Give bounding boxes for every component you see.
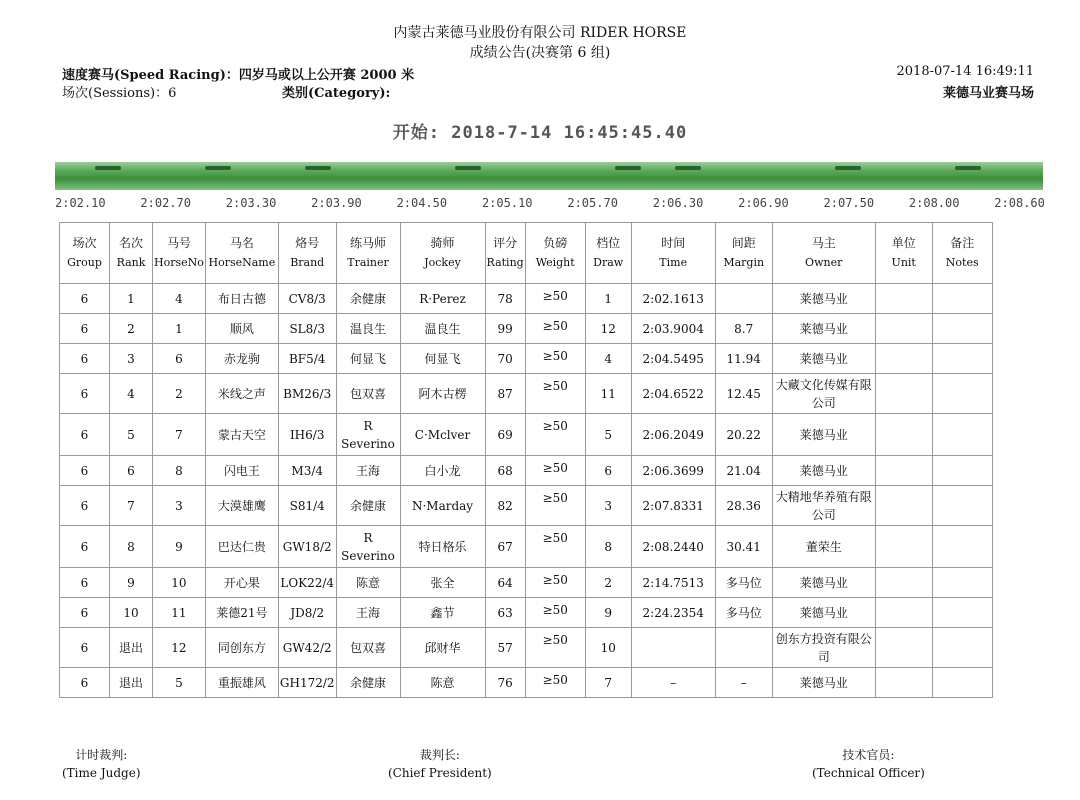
- table-cell: 64: [485, 568, 525, 598]
- table-cell: BF5/4: [278, 344, 336, 374]
- split-time: 2:05.70: [567, 196, 618, 210]
- column-header-cn: 名次: [118, 236, 143, 250]
- table-cell: 特日格乐: [400, 526, 485, 568]
- table-cell: 8: [153, 456, 206, 486]
- column-header-en: Notes: [945, 256, 979, 269]
- table-cell: 82: [485, 486, 525, 526]
- table-cell: 何显飞: [336, 344, 400, 374]
- table-row: [60, 344, 993, 374]
- table-cell: M3/4: [278, 456, 336, 486]
- table-cell: 20.22: [715, 414, 772, 456]
- column-header: [932, 223, 992, 284]
- table-cell: [932, 668, 992, 698]
- column-header-en: HorseName: [208, 256, 276, 269]
- table-cell: [875, 668, 932, 698]
- column-header-en: Rank: [116, 256, 146, 269]
- table-cell: 76: [485, 668, 525, 698]
- table-cell: 8.7: [715, 314, 772, 344]
- table-cell: 4: [585, 344, 631, 374]
- table-cell: 7: [110, 486, 153, 526]
- table-cell: [932, 456, 992, 486]
- table-cell: ≥50: [525, 568, 585, 598]
- table-cell: [875, 598, 932, 628]
- column-header-en: Group: [67, 256, 102, 269]
- table-cell: CV8/3: [278, 284, 336, 314]
- table-cell: 6: [60, 456, 110, 486]
- table-cell: [932, 568, 992, 598]
- split-time: 2:08.60: [994, 196, 1045, 210]
- table-cell: 王海: [336, 598, 400, 628]
- race-value: 四岁马或以上公开赛 2000 米: [238, 68, 415, 83]
- table-cell: 2: [585, 568, 631, 598]
- table-cell: 11.94: [715, 344, 772, 374]
- table-cell: 68: [485, 456, 525, 486]
- table-cell: 陈意: [336, 568, 400, 598]
- table-cell: 莱德马业: [772, 284, 875, 314]
- table-row: [60, 668, 993, 698]
- venue: 莱德马业赛马场: [942, 86, 1034, 101]
- table-cell: 莱德马业: [772, 668, 875, 698]
- table-cell: ≥50: [525, 456, 585, 486]
- table-cell: 6: [110, 456, 153, 486]
- table-cell: [875, 628, 932, 668]
- table-cell: GW18/2: [278, 526, 336, 568]
- column-header-en: Jockey: [424, 256, 461, 269]
- column-header: [631, 223, 715, 284]
- table-cell: 10: [585, 628, 631, 668]
- table-cell: 创东方投资有限公司: [772, 628, 875, 668]
- column-header: [400, 223, 485, 284]
- table-cell: 3: [110, 344, 153, 374]
- table-cell: 12: [585, 314, 631, 344]
- table-cell: 12.45: [715, 374, 772, 414]
- table-cell: 6: [153, 344, 206, 374]
- table-cell: 5: [585, 414, 631, 456]
- column-header: [715, 223, 772, 284]
- table-cell: [875, 374, 932, 414]
- table-cell: ≥50: [525, 344, 585, 374]
- time-judge-signature: [62, 746, 141, 782]
- table-cell: 69: [485, 414, 525, 456]
- table-cell: ≥50: [525, 526, 585, 568]
- tech-en: (Technical Officer): [812, 766, 925, 780]
- race-info: [62, 64, 414, 83]
- table-cell: [932, 628, 992, 668]
- column-header-en: HorseNo: [154, 256, 204, 269]
- table-row: [60, 568, 993, 598]
- table-cell: [875, 486, 932, 526]
- table-cell: 4: [110, 374, 153, 414]
- table-cell: 包双喜: [336, 374, 400, 414]
- split-time: 2:02.70: [140, 196, 191, 210]
- table-cell: 6: [60, 414, 110, 456]
- table-cell: ≥50: [525, 598, 585, 628]
- table-cell: [932, 374, 992, 414]
- table-cell: ≥50: [525, 668, 585, 698]
- column-header-cn: 场次: [72, 236, 97, 250]
- table-cell: 董荣生: [772, 526, 875, 568]
- table-cell: 2:06.2049: [631, 414, 715, 456]
- table-cell: ≥50: [525, 374, 585, 414]
- table-cell: 退出: [110, 668, 153, 698]
- table-cell: [715, 628, 772, 668]
- table-cell: 6: [60, 344, 110, 374]
- table-cell: 87: [485, 374, 525, 414]
- technical-officer-signature: [812, 746, 925, 782]
- table-cell: 1: [585, 284, 631, 314]
- table-cell: 6: [60, 568, 110, 598]
- table-cell: [875, 344, 932, 374]
- table-cell: 9: [585, 598, 631, 628]
- table-cell: 28.36: [715, 486, 772, 526]
- table-cell: ≥50: [525, 414, 585, 456]
- table-cell: 多马位: [715, 598, 772, 628]
- table-cell: 多马位: [715, 568, 772, 598]
- table-cell: IH6/3: [278, 414, 336, 456]
- table-cell: [875, 284, 932, 314]
- table-cell: 王海: [336, 456, 400, 486]
- column-header-cn: 马号: [166, 236, 191, 250]
- table-cell: 57: [485, 628, 525, 668]
- table-cell: ≥50: [525, 314, 585, 344]
- table-cell: 6: [60, 486, 110, 526]
- table-cell: JD8/2: [278, 598, 336, 628]
- table-cell: 余健康: [336, 486, 400, 526]
- table-cell: [932, 526, 992, 568]
- table-cell: GW42/2: [278, 628, 336, 668]
- column-header: [153, 223, 206, 284]
- results-table: [59, 222, 993, 698]
- table-row: [60, 414, 993, 456]
- table-cell: 莱德马业: [772, 568, 875, 598]
- table-cell: 大精地华养殖有限公司: [772, 486, 875, 526]
- column-header-cn: 间距: [731, 236, 756, 250]
- table-cell: 63: [485, 598, 525, 628]
- column-header-en: Trainer: [347, 256, 389, 269]
- table-cell: 米线之声: [205, 374, 278, 414]
- column-header-cn: 时间: [661, 236, 686, 250]
- split-time: 2:07.50: [823, 196, 875, 210]
- table-cell: 大漠雄鹰: [205, 486, 278, 526]
- table-cell: 2:04.5495: [631, 344, 715, 374]
- table-cell: 6: [60, 374, 110, 414]
- table-cell: 赤龙驹: [205, 344, 278, 374]
- table-cell: 退出: [110, 628, 153, 668]
- table-cell: 6: [60, 284, 110, 314]
- column-header-en: Weight: [535, 256, 575, 269]
- table-cell: 阿木古楞: [400, 374, 485, 414]
- table-cell: [715, 284, 772, 314]
- column-header-en: Owner: [805, 256, 843, 269]
- column-header: [525, 223, 585, 284]
- table-cell: 张全: [400, 568, 485, 598]
- table-cell: [932, 486, 992, 526]
- table-cell: 顺风: [205, 314, 278, 344]
- column-header: [336, 223, 400, 284]
- table-row: [60, 598, 993, 628]
- chief-cn: 裁判长:: [419, 748, 460, 762]
- report-subtitle: 成绩公告(决赛第 6 组): [469, 45, 611, 61]
- column-header-en: Time: [659, 256, 688, 269]
- table-cell: 12: [153, 628, 206, 668]
- table-cell: 7: [585, 668, 631, 698]
- column-header-cn: 烙号: [295, 236, 320, 250]
- table-cell: 70: [485, 344, 525, 374]
- column-header: [485, 223, 525, 284]
- table-cell: 陈意: [400, 668, 485, 698]
- table-cell: [875, 456, 932, 486]
- table-cell: –: [715, 668, 772, 698]
- table-cell: 6: [60, 526, 110, 568]
- split-time: 2:04.50: [396, 196, 448, 210]
- start-time: 开始: 2018-7-14 16:45:45.40: [392, 123, 688, 143]
- split-time: 2:06.30: [652, 196, 704, 210]
- split-time: 2:08.00: [908, 196, 960, 210]
- table-cell: 莱德马业: [772, 598, 875, 628]
- column-header-en: Margin: [723, 256, 765, 269]
- table-cell: LOK22/4: [278, 568, 336, 598]
- table-cell: 余健康: [336, 284, 400, 314]
- column-header-cn: 档位: [596, 236, 621, 250]
- chief-president-signature: [388, 746, 492, 782]
- column-header-en: Brand: [290, 256, 325, 269]
- column-header-cn: 备注: [950, 236, 975, 250]
- table-cell: 温良生: [400, 314, 485, 344]
- table-cell: 白小龙: [400, 456, 485, 486]
- table-cell: C·Mclver: [400, 414, 485, 456]
- column-header: [875, 223, 932, 284]
- split-time: 2:06.90: [738, 196, 789, 210]
- table-cell: [631, 628, 715, 668]
- table-cell: 余健康: [336, 668, 400, 698]
- table-cell: [932, 414, 992, 456]
- table-cell: 6: [60, 628, 110, 668]
- table-cell: 蒙古天空: [205, 414, 278, 456]
- table-cell: 4: [153, 284, 206, 314]
- table-cell: ≥50: [525, 628, 585, 668]
- column-header-cn: 单位: [891, 236, 916, 250]
- split-time: 2:03.90: [311, 196, 362, 210]
- column-header: [772, 223, 875, 284]
- table-cell: 包双喜: [336, 628, 400, 668]
- table-cell: 重振雄风: [205, 668, 278, 698]
- table-cell: 布日古德: [205, 284, 278, 314]
- table-cell: SL8/3: [278, 314, 336, 344]
- table-cell: 莱德21号: [205, 598, 278, 628]
- table-cell: 99: [485, 314, 525, 344]
- table-row: [60, 456, 993, 486]
- column-header: [60, 223, 110, 284]
- table-cell: 邱财华: [400, 628, 485, 668]
- column-header-en: Rating: [486, 256, 524, 269]
- table-cell: 大藏文化传媒有限公司: [772, 374, 875, 414]
- column-header: [110, 223, 153, 284]
- column-header: [585, 223, 631, 284]
- time-judge-cn: 计时裁判:: [75, 748, 128, 762]
- table-cell: 2:14.7513: [631, 568, 715, 598]
- table-cell: 3: [153, 486, 206, 526]
- table-cell: [932, 598, 992, 628]
- table-cell: [875, 568, 932, 598]
- table-cell: R Severino: [336, 526, 400, 568]
- table-cell: 莱德马业: [772, 414, 875, 456]
- column-header-en: Draw: [593, 256, 624, 269]
- table-row: [60, 628, 993, 668]
- table-header: [60, 223, 993, 284]
- table-row: [60, 486, 993, 526]
- column-header-cn: 马名: [229, 236, 254, 250]
- table-cell: 6: [585, 456, 631, 486]
- table-cell: 莱德马业: [772, 314, 875, 344]
- table-cell: 21.04: [715, 456, 772, 486]
- finish-photo-strip: [55, 162, 1043, 190]
- company-title: 内蒙古莱德马业股份有限公司 RIDER HORSE: [393, 25, 687, 41]
- split-times: [55, 196, 1045, 210]
- table-cell: 鑫节: [400, 598, 485, 628]
- table-cell: 11: [153, 598, 206, 628]
- column-header: [278, 223, 336, 284]
- table-cell: 温良生: [336, 314, 400, 344]
- column-header: [205, 223, 278, 284]
- table-cell: [932, 314, 992, 344]
- table-row: [60, 314, 993, 344]
- table-cell: 巴达仁贵: [205, 526, 278, 568]
- column-header-cn: 练马师: [350, 236, 387, 250]
- column-header-cn: 马主: [811, 236, 836, 250]
- table-cell: 同创东方: [205, 628, 278, 668]
- chief-en: (Chief President): [388, 766, 492, 780]
- table-cell: 莱德马业: [772, 344, 875, 374]
- table-cell: 2:04.6522: [631, 374, 715, 414]
- report-datetime: 2018-07-14 16:49:11: [896, 64, 1034, 79]
- table-cell: 6: [60, 598, 110, 628]
- table-cell: [875, 414, 932, 456]
- time-judge-en: (Time Judge): [62, 766, 141, 780]
- table-cell: 10: [110, 598, 153, 628]
- table-cell: N·Marday: [400, 486, 485, 526]
- table-cell: 2: [153, 374, 206, 414]
- column-header-en: Unit: [891, 256, 916, 269]
- table-cell: 67: [485, 526, 525, 568]
- table-cell: 78: [485, 284, 525, 314]
- table-cell: 2:08.2440: [631, 526, 715, 568]
- table-cell: BM26/3: [278, 374, 336, 414]
- table-cell: 5: [153, 668, 206, 698]
- table-cell: 9: [110, 568, 153, 598]
- table-cell: 6: [60, 314, 110, 344]
- table-cell: 1: [153, 314, 206, 344]
- table-cell: 11: [585, 374, 631, 414]
- table-cell: 2:24.2354: [631, 598, 715, 628]
- split-time: 2:02.10: [55, 196, 106, 210]
- table-cell: S81/4: [278, 486, 336, 526]
- table-cell: 2: [110, 314, 153, 344]
- table-row: [60, 284, 993, 314]
- table-cell: 闪电王: [205, 456, 278, 486]
- table-cell: GH172/2: [278, 668, 336, 698]
- table-cell: 2:07.8331: [631, 486, 715, 526]
- session-label: 场次(Sessions)：6: [62, 86, 177, 101]
- tech-cn: 技术官员:: [842, 748, 895, 762]
- table-cell: 5: [110, 414, 153, 456]
- table-cell: ≥50: [525, 486, 585, 526]
- column-header-cn: 评分: [493, 236, 518, 250]
- table-cell: 30.41: [715, 526, 772, 568]
- table-row: [60, 374, 993, 414]
- table-cell: 何显飞: [400, 344, 485, 374]
- table-cell: 8: [585, 526, 631, 568]
- split-time: 2:05.10: [481, 196, 533, 210]
- table-cell: [875, 526, 932, 568]
- table-cell: 10: [153, 568, 206, 598]
- split-time: 2:03.30: [225, 196, 277, 210]
- table-cell: 开心果: [205, 568, 278, 598]
- table-cell: 2:06.3699: [631, 456, 715, 486]
- table-cell: 莱德马业: [772, 456, 875, 486]
- table-cell: 9: [153, 526, 206, 568]
- table-cell: ≥50: [525, 284, 585, 314]
- table-cell: R Severino: [336, 414, 400, 456]
- table-cell: 3: [585, 486, 631, 526]
- table-cell: 2:03.9004: [631, 314, 715, 344]
- table-cell: 1: [110, 284, 153, 314]
- race-label: 速度赛马(Speed Racing)：: [62, 68, 239, 83]
- category-label: 类别(Category):: [282, 86, 391, 101]
- table-cell: [875, 314, 932, 344]
- table-cell: –: [631, 668, 715, 698]
- table-cell: 7: [153, 414, 206, 456]
- column-header-cn: 骑师: [430, 236, 455, 250]
- table-cell: 2:02.1613: [631, 284, 715, 314]
- table-cell: 6: [60, 668, 110, 698]
- table-cell: [932, 284, 992, 314]
- column-header-cn: 负磅: [543, 236, 568, 250]
- table-cell: [932, 344, 992, 374]
- table-cell: 8: [110, 526, 153, 568]
- table-row: [60, 526, 993, 568]
- table-cell: R·Perez: [400, 284, 485, 314]
